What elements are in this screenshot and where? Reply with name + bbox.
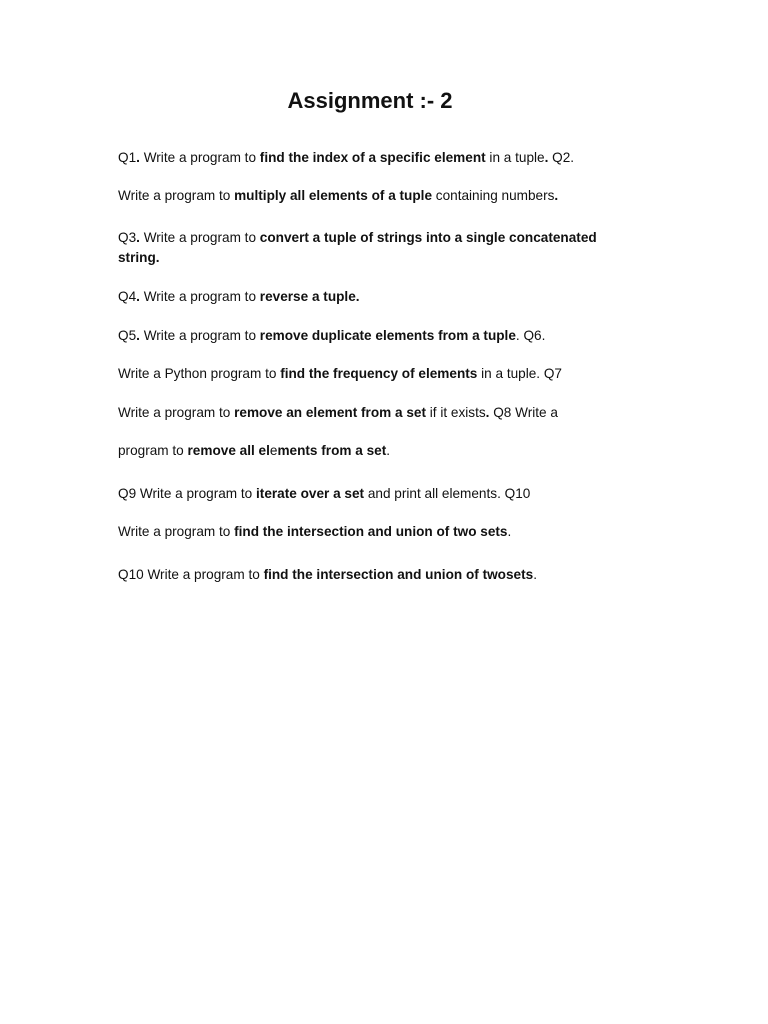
bold-text-segment: ments from a set — [277, 443, 387, 458]
text-segment: Write a program to — [139, 150, 260, 165]
bold-text-segment: find the intersection and union of twosets — [263, 567, 534, 582]
bold-text-segment: iterate over a set — [256, 486, 365, 501]
text-segment: . — [533, 567, 537, 582]
bold-text-segment: . — [554, 188, 559, 203]
text-segment: Q4 — [118, 289, 137, 304]
question-line — [118, 403, 638, 423]
bold-text-segment: . — [136, 230, 140, 245]
text-segment: Write a program to — [139, 289, 260, 304]
text-segment: . — [386, 443, 391, 458]
question-line — [118, 287, 638, 307]
text-segment: Q1 — [118, 150, 137, 165]
question-line — [118, 326, 638, 346]
bold-text-segment: find the intersection and union of two sets — [234, 524, 508, 539]
question-line — [118, 186, 638, 206]
text-segment: and print all elements. Q10 — [364, 486, 531, 501]
question-line — [118, 484, 638, 504]
text-segment: Write a program to — [118, 524, 235, 539]
bold-text-segment: remove an element from a set — [234, 405, 426, 420]
bold-text-segment: . — [136, 328, 140, 343]
bold-text-segment: multiply all elements of a tuple — [234, 188, 432, 203]
bold-text-segment: convert a tuple of strings into a single concatenated string. — [118, 230, 597, 265]
text-segment: . Q6. — [515, 328, 546, 343]
text-segment: Write a program to — [139, 230, 260, 245]
bold-text-segment: . — [485, 405, 490, 420]
bold-text-segment: remove all el — [187, 443, 270, 458]
question-line — [118, 441, 638, 461]
text-segment: Write a program to — [118, 405, 235, 420]
text-segment: e — [269, 443, 278, 458]
question-line — [118, 364, 638, 384]
question-line — [118, 228, 638, 268]
bold-text-segment: . — [136, 289, 140, 304]
page-title: Assignment :- 2 — [287, 88, 453, 113]
text-segment: if it exists — [426, 405, 486, 420]
text-segment: Write a Python program to — [118, 366, 281, 381]
text-segment: Write a program to — [139, 328, 260, 343]
text-segment: Q5 — [118, 328, 137, 343]
text-segment: containing numbers — [432, 188, 555, 203]
text-segment: in a tuple — [485, 150, 545, 165]
text-segment: Q3 — [118, 230, 137, 245]
text-segment: Q8 Write a — [489, 405, 558, 420]
bold-text-segment: . — [136, 150, 140, 165]
bold-text-segment: find the frequency of elements — [280, 366, 478, 381]
question-line — [118, 148, 638, 168]
text-segment: Write a program to — [118, 188, 235, 203]
question-line — [118, 522, 638, 542]
text-segment: . — [507, 524, 512, 539]
text-segment: Q9 Write a program to — [118, 486, 257, 501]
question-line — [118, 565, 638, 585]
bold-text-segment: . — [544, 150, 549, 165]
bold-text-segment: find the index of a specific element — [259, 150, 486, 165]
text-segment: program to — [118, 443, 188, 458]
bold-text-segment: reverse a tuple. — [259, 289, 360, 304]
text-segment: Q2. — [548, 150, 575, 165]
text-segment: Q10 Write a program to — [118, 567, 264, 582]
bold-text-segment: remove duplicate elements from a tuple — [259, 328, 516, 343]
text-segment: in a tuple. Q7 — [477, 366, 562, 381]
